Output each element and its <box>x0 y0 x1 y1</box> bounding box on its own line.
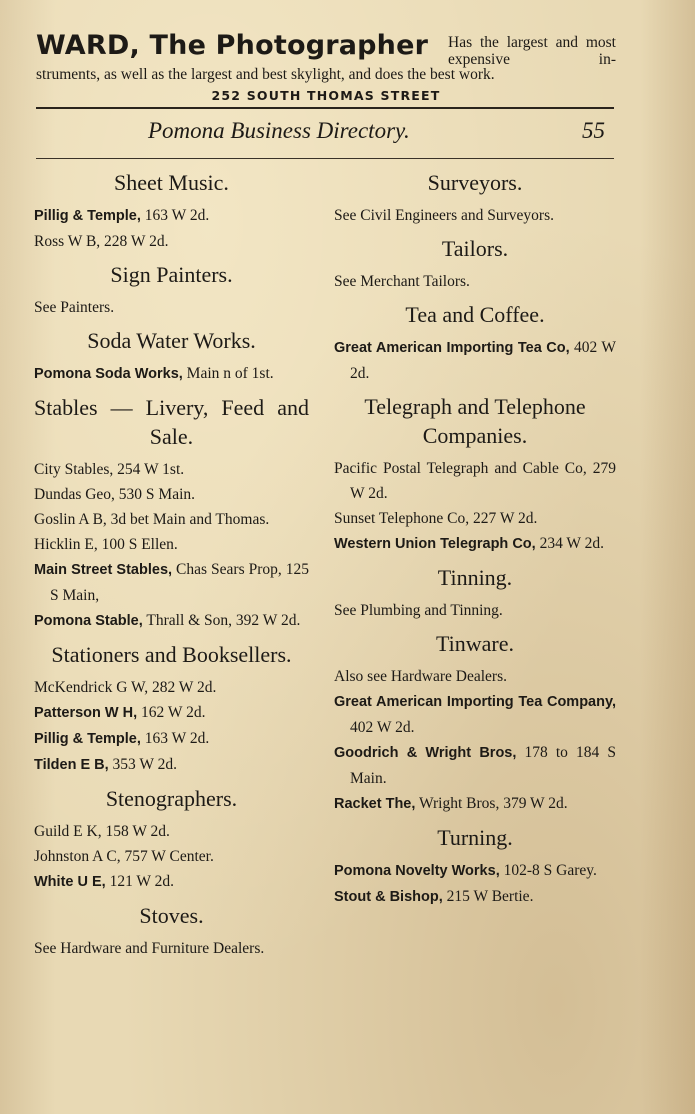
entry-name: Pomona Stable, <box>34 613 143 629</box>
entry-detail: 353 W 2d. <box>108 756 177 773</box>
ad-continuation: struments, as well as the largest and best skylight, and does the best work. <box>36 66 495 83</box>
list-item <box>34 700 309 726</box>
entry-detail: See Civil Engineers and Surveyors. <box>334 207 554 224</box>
list-item <box>34 457 309 482</box>
entry-name: Goodrich & Wright Bros, <box>334 745 517 761</box>
entry-detail: Main n of 1st. <box>182 365 274 382</box>
entry-detail: McKendrick G W, 282 W 2d. <box>34 679 217 696</box>
section-stoves <box>34 901 309 961</box>
entry-detail: City Stables, 254 W 1st. <box>34 461 185 478</box>
entry-detail: 178 to 184 S Main. <box>350 744 617 787</box>
entry-detail: 163 W 2d. <box>140 207 210 224</box>
entry-detail: 402 W 2d. <box>350 719 415 736</box>
list-item <box>334 791 616 817</box>
list-item <box>34 726 309 752</box>
list-item <box>34 869 309 895</box>
entry-detail: See Plumbing and Tinning. <box>334 602 503 619</box>
list-item <box>334 335 616 386</box>
section-stables <box>34 393 309 634</box>
section-tailors <box>334 234 616 294</box>
entry-name: Great American Importing Tea Company, <box>334 694 616 710</box>
running-head-rule <box>36 158 614 159</box>
entry-name: Patterson W H, <box>34 705 138 721</box>
section-stationers <box>34 640 309 778</box>
list-item <box>334 598 616 623</box>
list-item <box>34 203 309 229</box>
entry-name: Pillig & Temple, <box>34 208 141 224</box>
list-item <box>334 456 616 506</box>
page-number: 55 <box>582 118 605 143</box>
section-sheet-music <box>34 168 309 254</box>
entry-detail: Dundas Geo, 530 S Main. <box>34 486 196 503</box>
list-item <box>334 203 616 228</box>
entry-detail: 234 W 2d. <box>535 535 605 552</box>
section-heading: Tea and Coffee. <box>405 302 545 327</box>
section-heading: Surveyors. <box>427 170 523 195</box>
entry-name: Stout & Bishop, <box>334 889 443 905</box>
list-item <box>34 557 309 608</box>
entry-name: Racket The, <box>334 796 416 812</box>
section-stenographers <box>34 784 309 895</box>
entry-name: Great American Importing Tea Co, <box>334 340 570 356</box>
section-soda-water-works <box>34 326 309 387</box>
section-heading: Stables — Livery, Feed and Sale. <box>34 395 309 449</box>
entry-name: White U E, <box>34 874 106 890</box>
left-column <box>34 168 309 961</box>
section-tinning <box>334 563 616 623</box>
entry-detail: Sunset Telephone Co, 227 W 2d. <box>334 510 538 527</box>
entry-detail: See Merchant Tailors. <box>334 273 470 290</box>
section-heading: Stenographers. <box>105 786 238 811</box>
entry-detail: Hicklin E, 100 S Ellen. <box>34 536 178 553</box>
list-item <box>34 819 309 844</box>
entry-detail: Thrall & Son, 392 W 2d. <box>142 612 301 629</box>
entry-detail: See Hardware and Furniture Dealers. <box>34 940 265 957</box>
section-tea-and-coffee <box>334 300 616 386</box>
ad-address: 252 SOUTH THOMAS STREET <box>211 88 441 103</box>
entry-detail: 163 W 2d. <box>140 730 210 747</box>
running-head: Pomona Business Directory. <box>148 118 410 143</box>
list-item <box>34 752 309 778</box>
section-sign-painters <box>34 260 309 320</box>
ad-side-text: Has the largest and most expensive in- <box>448 34 616 68</box>
entry-detail: 215 W Bertie. <box>442 888 534 905</box>
section-heading: Soda Water Works. <box>87 328 256 353</box>
list-item <box>34 229 309 254</box>
list-item <box>334 269 616 294</box>
entry-detail: See Painters. <box>34 299 115 316</box>
section-tinware <box>334 629 616 817</box>
entry-detail: Johnston A C, 757 W Center. <box>34 848 214 865</box>
entry-detail: Pacific Postal Telegraph and Cable Co, 279 W 2d. <box>334 460 616 502</box>
right-column <box>334 168 616 910</box>
section-heading: Tinning. <box>437 565 513 590</box>
entry-name: Main Street Stables, <box>34 562 173 578</box>
entry-detail: Wright Bros, 379 W 2d. <box>415 795 568 812</box>
section-heading: Tinware. <box>435 631 515 656</box>
list-item <box>34 361 309 387</box>
list-item <box>34 295 309 320</box>
section-heading: Telegraph and Telephone Companies. <box>364 394 586 448</box>
list-item <box>334 884 616 910</box>
entry-name: Pomona Novelty Works, <box>334 863 500 879</box>
list-item <box>34 532 309 557</box>
entry-name: Western Union Telegraph Co, <box>334 536 536 552</box>
entry-detail: Chas Sears Prop, 125 S Main, <box>50 561 310 604</box>
entry-name: Pomona Soda Works, <box>34 366 183 382</box>
ad-title: WARD, The Photographer <box>36 30 429 61</box>
header-rule <box>36 107 614 109</box>
list-item <box>334 740 616 791</box>
entry-detail: Goslin A B, 3d bet Main and Thomas. <box>34 511 270 528</box>
list-item <box>34 507 309 532</box>
section-heading: Sheet Music. <box>114 170 229 195</box>
entry-detail: 402 W 2d. <box>350 339 616 382</box>
list-item <box>334 531 616 557</box>
section-turning <box>334 823 616 910</box>
section-telegraph-telephone <box>334 392 616 557</box>
list-item <box>34 936 309 961</box>
list-item <box>34 844 309 869</box>
list-item <box>334 858 616 884</box>
list-item <box>34 675 309 700</box>
entry-name: Tilden E B, <box>34 757 109 773</box>
entry-name: Pillig & Temple, <box>34 731 141 747</box>
entry-detail: Also see Hardware Dealers. <box>334 668 508 685</box>
section-heading: Stationers and Booksellers. <box>51 642 292 667</box>
entry-detail: Ross W B, 228 W 2d. <box>34 233 169 250</box>
section-heading: Turning. <box>437 825 513 850</box>
list-item <box>334 506 616 531</box>
list-item <box>34 482 309 507</box>
entry-detail: 121 W 2d. <box>105 873 175 890</box>
list-item <box>34 608 309 634</box>
entry-detail: 102-8 S Garey. <box>499 862 597 879</box>
section-heading: Tailors. <box>441 236 509 261</box>
section-surveyors <box>334 168 616 228</box>
section-heading: Sign Painters. <box>110 262 233 287</box>
section-heading: Stoves. <box>139 903 204 928</box>
entry-detail: Guild E K, 158 W 2d. <box>34 823 170 840</box>
list-item <box>334 664 616 689</box>
entry-detail: 162 W 2d. <box>137 704 206 721</box>
list-item <box>334 689 616 740</box>
